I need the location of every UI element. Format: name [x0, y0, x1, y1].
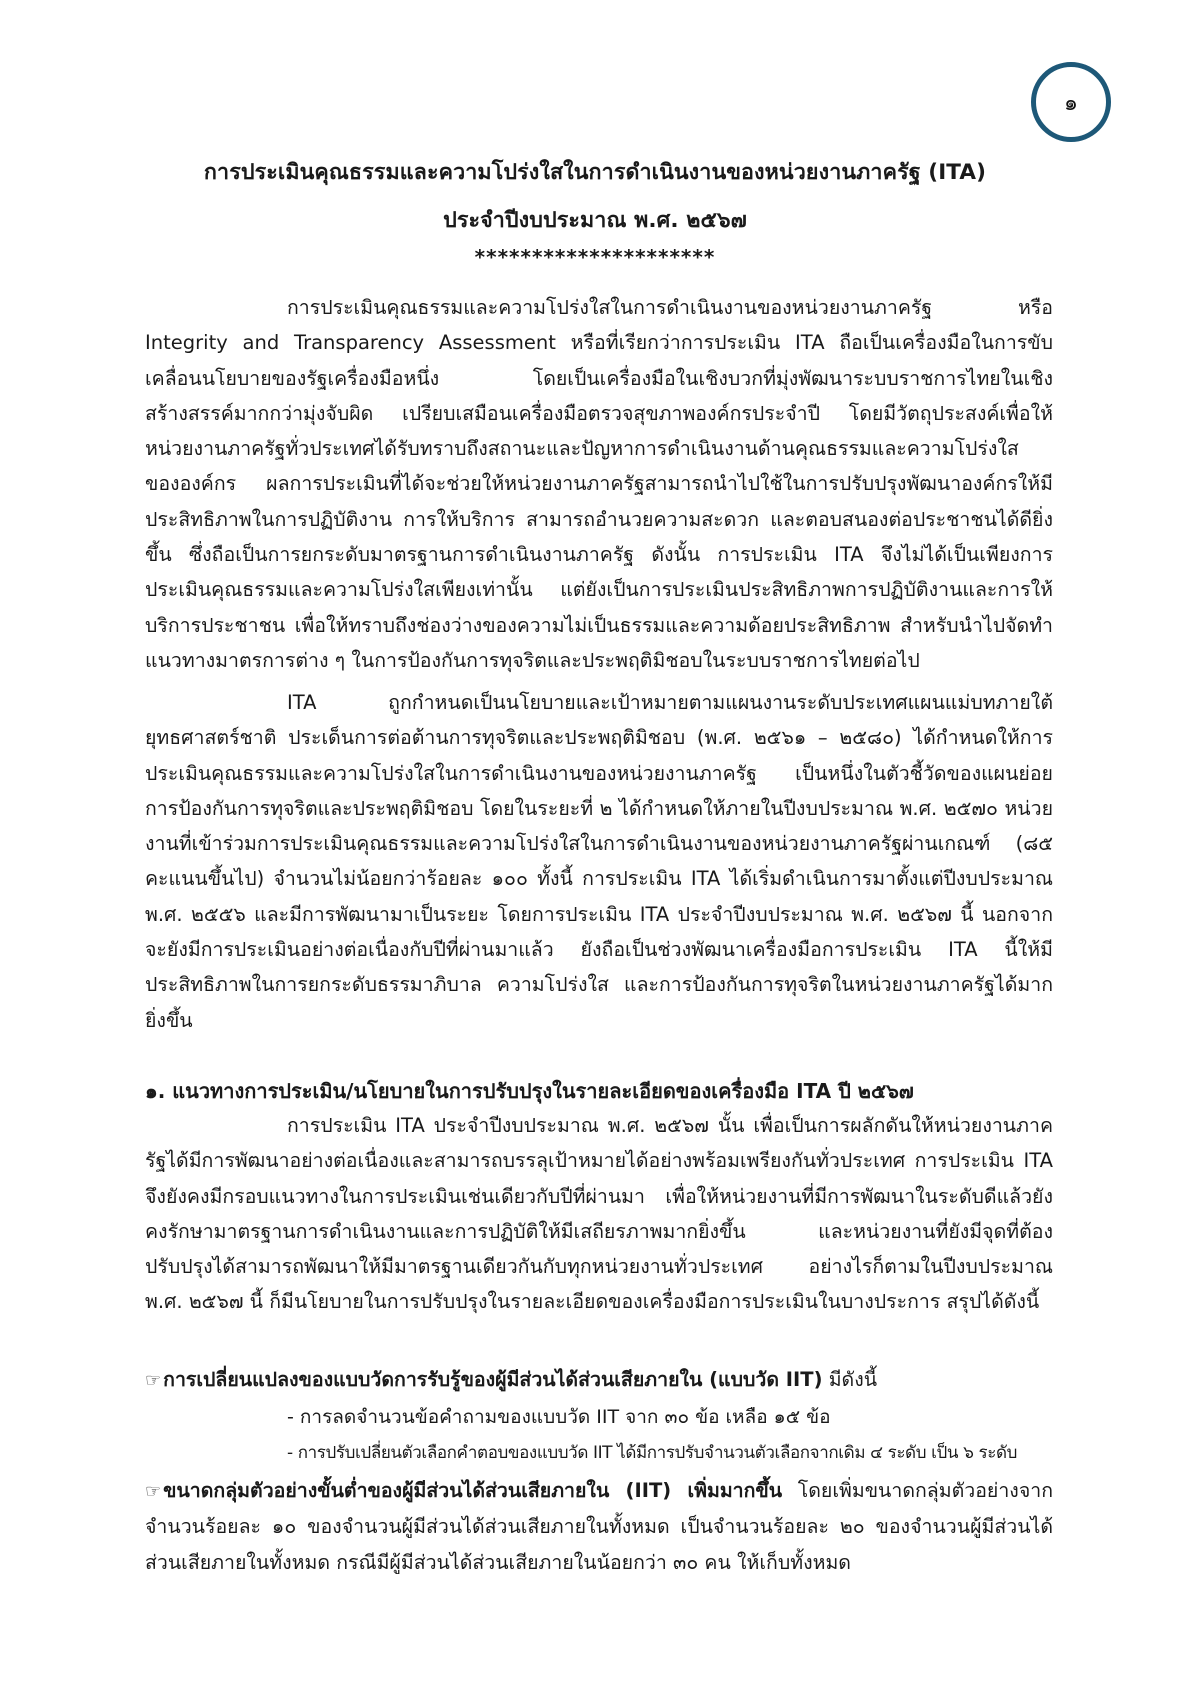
paragraph-policy — [145, 685, 1053, 1038]
paragraph-text: การประเมิน ITA ประจำปีงบประมาณ พ.ศ. ๒๕๖๗ นั้น เพื่อเป็นการผลักดันให้หน่วยงานภาครัฐได้มีการพัฒนาอย่างต่อเนื่องและสามารถบรรลุเป้าหมายได้อย่างพร้อมเพรียงกันทั่วประเทศ การประเมิน ITA จึงยังคงมีกรอบแนวทางในการประเมินเช่นเดียวกับปีที่ผ่านมา เพื่อให้หน่วยงานที่มีการพัฒนาในระดับดีแล้วยังคงรักษามาตรฐานการดำเนินงานและการปฏิบัติให้มีเสถียรภาพมากยิ่งขึ้น และหน่วยงานที่ยังมีจุดที่ต้องปรับปรุงได้สามารถพัฒนาให้มีมาตรฐานเดียวกันกับทุกหน่วยงานทั่วประเทศ อย่างไรก็ตามในปีงบประมาณ พ.ศ. ๒๕๖๗ นี้ ก็มีนโยบายในการปรับปรุงในรายละเอียดของเครื่องมือการประเมินในบางประการ สรุปได้ดังนี้ — [145, 1114, 1053, 1314]
list-item: - การลดจำนวนข้อคำถามของแบบวัด IIT จาก ๓๐ ข้อ เหลือ ๑๕ ข้อ — [287, 1406, 831, 1428]
paragraph-intro — [145, 290, 1053, 678]
subsection-title: ขนาดกลุ่มตัวอย่างขั้นต่ำของผู้มีส่วนได้ส่วนเสียภายใน (IIT) เพิ่มมากขึ้น — [163, 1479, 783, 1502]
list-item: - การปรับเปลี่ยนตัวเลือกคำตอบของแบบวัด IIT ได้มีการปรับจำนวนตัวเลือกจากเดิม ๔ ระดับ เป็น ๖ ระดับ — [287, 1443, 1018, 1463]
pointing-hand-icon: ☞ — [145, 1481, 162, 1502]
paragraph-text: ITA ถูกกำหนดเป็นนโยบายและเป้าหมายตามแผนงานระดับประเทศแผนแม่บทภายใต้ยุทธศาสตร์ชาติ ประเด็นการต่อต้านการทุจริตและประพฤติมิชอบ (พ.ศ. ๒๕๖๑ – ๒๕๘๐) ได้กำหนดให้การประเมินคุณธรรมและความโปร่งใสในการดำเนินงานของหน่วยงานภาครัฐ เป็นหนึ่งในตัวชี้วัดของแผนย่อยการป้องกันการทุจริตและประพฤติมิชอบ โดยในระยะที่ ๒ ได้กำหนดให้ภายในปีงบประมาณ พ.ศ. ๒๕๗๐ หน่วยงานที่เข้าร่วมการประเมินคุณธรรมและความโปร่งใสในการดำเนินงานของหน่วยงานภาครัฐผ่านเกณฑ์ (๘๕ คะแนนขึ้นไป) จำนวนไม่น้อยกว่าร้อยละ ๑๐๐ ทั้งนี้ การประเมิน ITA ได้เริ่มดำเนินการมาตั้งแต่ปีงบประมาณ พ.ศ. ๒๕๕๖ และมีการพัฒนามาเป็นระยะ โดยการประเมิน ITA ประจำปีงบประมาณ พ.ศ. ๒๕๖๗ นี้ นอกจากจะยังมีการประเมินอย่างต่อเนื่องกับปีที่ผ่านมาแล้ว ยังถือเป็นช่วงพัฒนาเครื่องมือการประเมิน ITA นี้ให้มีประสิทธิภาพในการยกระดับธรรมาภิบาล ความโปร่งใส และการป้องกันการทุจริตในหน่วยงานภาครัฐได้มากยิ่งขึ้น — [145, 691, 1053, 1032]
subsection-sample-size — [145, 1473, 1053, 1580]
subsection-body: โดยเพิ่มขนาดกลุ่มตัวอย่างจากจำนวนร้อยละ ๑๐ ของจำนวนผู้มีส่วนได้ส่วนเสียภายในทั้งหมด เป็นจำนวนร้อยละ ๒๐ ของจำนวนผู้มีส่วนได้ส่วนเสียภายในทั้งหมด กรณีมีผู้มีส่วนได้ส่วนเสียภายในน้อยกว่า ๓๐ คน ให้เก็บทั้งหมด — [145, 1479, 1053, 1574]
page-number: ๑ — [1064, 90, 1078, 116]
subsection-iit-changes — [145, 1364, 1053, 1395]
page-number-badge — [1031, 62, 1111, 142]
title-separator: ********************* — [474, 245, 716, 269]
paragraph-text: การประเมินคุณธรรมและความโปร่งใสในการดำเนินงานของหน่วยงานภาครัฐ หรือ Integrity and Transparency Assessment หรือที่เรียกว่าการประเมิน ITA ถือเป็นเครื่องมือในการขับเคลื่อนนโยบายของรัฐเครื่องมือหนึ่ง โดยเป็นเครื่องมือในเชิงบวกที่มุ่งพัฒนาระบบราชการไทยในเชิงสร้างสรรค์มากกว่ามุ่งจับผิด เปรียบเสมือนเครื่องมือตรวจสุขภาพองค์กรประจำปี โดยมีวัตถุประสงค์เพื่อให้หน่วยงานภาครัฐทั่วประเทศได้รับทราบถึงสถานะและปัญหาการดำเนินงานด้านคุณธรรมและความโปร่งใสขององค์กร ผลการประเมินที่ได้จะช่วยให้หน่วยงานภาครัฐสามารถนำไปใช้ในการปรับปรุงพัฒนาองค์กรให้มีประสิทธิภาพในการปฏิบัติงาน การให้บริการ สามารถอำนวยความสะดวก และตอบสนองต่อประชาชนได้ดียิ่งขึ้น ซึ่งถือเป็นการยกระดับมาตรฐานการดำเนินงานภาครัฐ ดังนั้น การประเมิน ITA จึงไม่ได้เป็นเพียงการประเมินคุณธรรมและความโปร่งใสเพียงเท่านั้น แต่ยังเป็นการประเมินประสิทธิภาพการปฏิบัติงานและการให้บริการประชาชน เพื่อให้ทราบถึงช่องว่างของความไม่เป็นธรรมและความด้อยประสิทธิภาพ สำหรับนำไปจัดทำแนวทางมาตรการต่าง ๆ ในการป้องกันการทุจริตและประพฤติมิชอบในระบบราชการไทยต่อไป — [145, 296, 1053, 672]
subsection-title: การเปลี่ยนแปลงของแบบวัดการรับรู้ของผู้มีส่วนได้ส่วนเสียภายใน (แบบวัด IIT) — [163, 1368, 823, 1391]
document-subtitle: ประจำปีงบประมาณ พ.ศ. ๒๕๖๗ — [443, 208, 747, 233]
paragraph-guidelines — [145, 1108, 1053, 1320]
section-heading: ๑. แนวทางการประเมิน/นโยบายในการปรับปรุงในรายละเอียดของเครื่องมือ ITA ปี ๒๕๖๗ — [145, 1079, 914, 1103]
pointing-hand-icon: ☞ — [145, 1370, 162, 1391]
subsection-suffix: มีดังนี้ — [822, 1368, 878, 1391]
document-title: การประเมินคุณธรรมและความโปร่งใสในการดำเนินงานของหน่วยงานภาครัฐ (ITA) — [203, 160, 987, 185]
paragraph-text — [145, 1473, 1053, 1580]
